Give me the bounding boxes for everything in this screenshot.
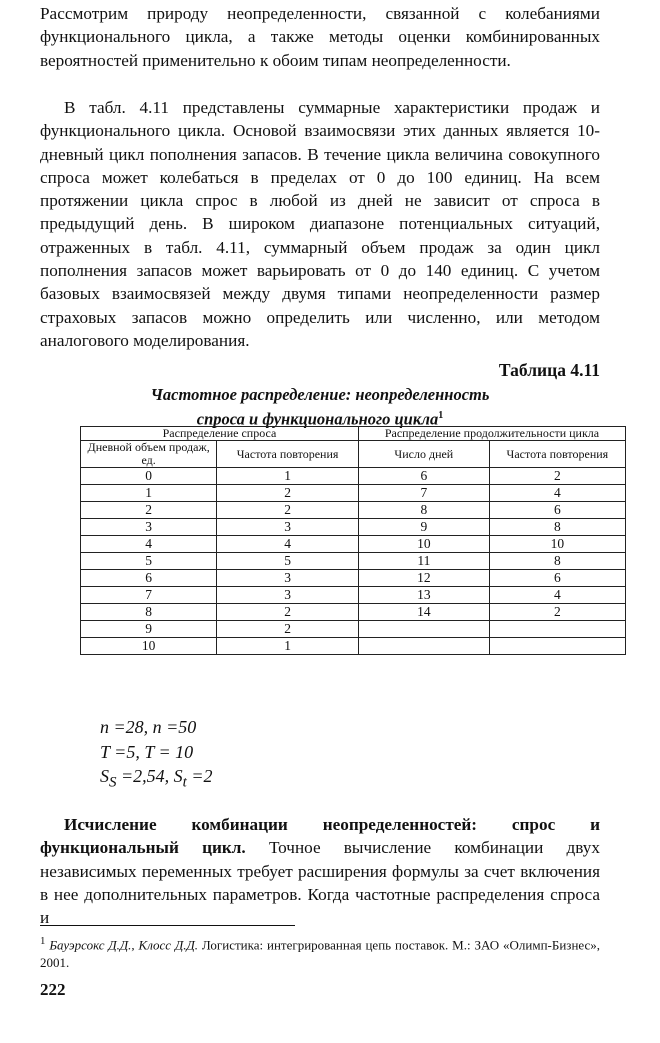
- param-line-n: n =28, n =50: [100, 717, 197, 737]
- page-number: 222: [40, 980, 66, 999]
- cell-days: 13: [358, 587, 489, 604]
- cell-sales: 8: [81, 604, 217, 621]
- footnote-mark: 1: [438, 410, 444, 421]
- table-title-line-2: спроса и функционального цикла: [196, 409, 439, 429]
- cell-days: 8: [358, 502, 489, 519]
- cell-frequency: 2: [217, 604, 359, 621]
- cell-days: 14: [358, 604, 489, 621]
- table-row: [81, 468, 626, 485]
- cell-frequency: 1: [217, 638, 359, 655]
- table-row: [81, 587, 626, 604]
- cell-frequency: 2: [489, 604, 625, 621]
- cell-frequency: 3: [217, 587, 359, 604]
- table-parameters: [100, 715, 212, 795]
- footnote-number: 1: [40, 935, 46, 947]
- cell-frequency: 8: [489, 553, 625, 570]
- cell-frequency: 5: [217, 553, 359, 570]
- cell-sales: 0: [81, 468, 217, 485]
- cell-frequency: 1: [217, 468, 359, 485]
- footnote-text: Логистика: интегрированная цепь поставок. М.: ЗАО «Олимп-Бизнес», 2001.: [40, 937, 601, 971]
- cell-frequency: 2: [217, 502, 359, 519]
- table-row: [81, 519, 626, 536]
- footnote-divider: [40, 925, 295, 926]
- table-title-line-1: Частотное распределение: неопределенность: [150, 385, 490, 404]
- cell-sales: 2: [81, 502, 217, 519]
- cell-frequency: 4: [489, 485, 625, 502]
- param-line-s: [100, 764, 212, 795]
- cell-sales: 10: [81, 638, 217, 655]
- cell-frequency: 3: [217, 519, 359, 536]
- paragraph-combination: [40, 813, 600, 929]
- cell-days: [358, 621, 489, 638]
- table-row: [81, 502, 626, 519]
- table-row: [81, 485, 626, 502]
- table-number: Таблица 4.11: [498, 360, 600, 380]
- table-row: [81, 553, 626, 570]
- param-s-symbol: S: [100, 766, 109, 786]
- cell-frequency: 6: [489, 502, 625, 519]
- cell-frequency: 4: [217, 536, 359, 553]
- cell-days: 9: [358, 519, 489, 536]
- cell-days: 11: [358, 553, 489, 570]
- cell-days: 12: [358, 570, 489, 587]
- table-row: [81, 604, 626, 621]
- cell-days: [358, 638, 489, 655]
- cell-frequency: 3: [217, 570, 359, 587]
- header-frequency-1: Частота повторения: [217, 441, 359, 468]
- paragraph-intro: Рассмотрим природу неопределенности, связанной с колебаниями функционального цикла, а также методы оценки комбинированных вероятностей применительно к обоим типам неопределенности.: [40, 4, 600, 70]
- cell-frequency: [489, 621, 625, 638]
- cell-frequency: 8: [489, 519, 625, 536]
- cell-frequency: 2: [489, 468, 625, 485]
- cell-sales: 6: [81, 570, 217, 587]
- param-st-subscript: t: [182, 774, 187, 791]
- cell-frequency: 2: [217, 485, 359, 502]
- frequency-table: [80, 426, 626, 655]
- cell-sales: 3: [81, 519, 217, 536]
- table-row: [81, 638, 626, 655]
- paragraph-body: Точное вычисление комбинации двух независимых переменных требует расширения формулы за счет включения в нее дополнительных параметров. Когда частотные распределения спроса и: [40, 838, 600, 928]
- footnote: [40, 932, 600, 972]
- param-s-value: =2,54, S: [116, 766, 183, 786]
- param-line-t: T =5, T = 10: [100, 741, 194, 762]
- cell-days: 10: [358, 536, 489, 553]
- header-demand-distribution: Распределение спроса: [81, 427, 359, 441]
- cell-frequency: 2: [217, 621, 359, 638]
- header-frequency-2: Частота повторения: [489, 441, 625, 468]
- cell-frequency: 6: [489, 570, 625, 587]
- cell-sales: 7: [81, 587, 217, 604]
- cell-sales: 9: [81, 621, 217, 638]
- param-s-subscript: S: [109, 774, 117, 791]
- table-row: [81, 570, 626, 587]
- cell-frequency: [489, 638, 625, 655]
- table-row: [81, 621, 626, 638]
- table-row: [81, 536, 626, 553]
- cell-days: 6: [358, 468, 489, 485]
- cell-days: 7: [358, 485, 489, 502]
- header-cycle-distribution: Распределение продолжительности цикла: [358, 427, 625, 441]
- table-title: [40, 384, 600, 430]
- header-daily-sales: Дневной объем продаж, ед.: [81, 441, 217, 468]
- cell-sales: 1: [81, 485, 217, 502]
- cell-frequency: 4: [489, 587, 625, 604]
- paragraph-heading: Исчисление комбинации неопределенностей: спрос и функциональный цикл.: [40, 815, 600, 858]
- header-days: Число дней: [358, 441, 489, 468]
- paragraph-table-description: В табл. 4.11 представлены суммарные характеристики продаж и функционального цикла. Основой взаимосвязи этих данных является 10-дневный цикл пополнения запасов. В течение цикла величина совокупного спроса может колебаться в пределах от 0 до 100 единиц. На всем протяжении цикла спрос в любой из дней не зависит от спроса в предыдущий день. В широком диапазоне потенциальных ситуаций, отраженных в табл. 4.11, суммарный объем продаж за один цикл пополнения запасов может варьировать от 0 до 140 единиц. С учетом базовых взаимосвязей между двумя типами неопределенности размер страховых запасов можно определить или численно, или методом аналогового моделирования.: [40, 98, 600, 350]
- cell-sales: 5: [81, 553, 217, 570]
- cell-frequency: 10: [489, 536, 625, 553]
- param-st-value: =2: [186, 766, 213, 786]
- footnote-authors: Бауэрсокс Д.Д., Клосс Д.Д.: [49, 937, 199, 953]
- cell-sales: 4: [81, 536, 217, 553]
